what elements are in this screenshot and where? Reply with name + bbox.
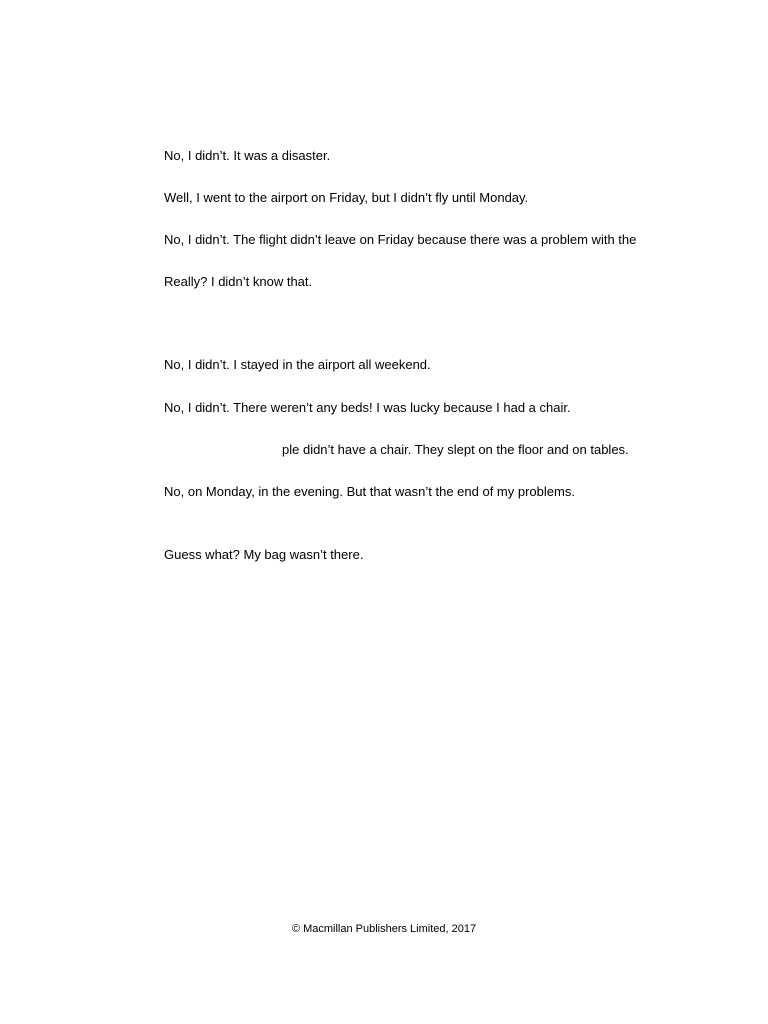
dialogue-line-4: Really? I didn’t know that. <box>164 274 313 289</box>
dialogue-line-2: Well, I went to the airport on Friday, but I didn’t fly until Monday. <box>164 190 529 205</box>
dialogue-line-3: No, I didn’t. The flight didn’t leave on Friday because there was a problem with the <box>164 232 637 247</box>
dialogue-line-7: ple didn’t have a chair. They slept on the floor and on tables. <box>282 442 629 457</box>
dialogue-line-6: No, I didn’t. There weren’t any beds! I was lucky because I had a chair. <box>164 400 571 415</box>
dialogue-line-1: No, I didn’t. It was a disaster. <box>164 148 331 163</box>
copyright-footer: © Macmillan Publishers Limited, 2017 <box>291 923 477 935</box>
dialogue-line-5: No, I didn’t. I stayed in the airport all weekend. <box>164 357 431 372</box>
dialogue-line-9: Guess what? My bag wasn’t there. <box>164 547 364 562</box>
dialogue-line-8: No, on Monday, in the evening. But that wasn’t the end of my problems. <box>164 484 575 499</box>
